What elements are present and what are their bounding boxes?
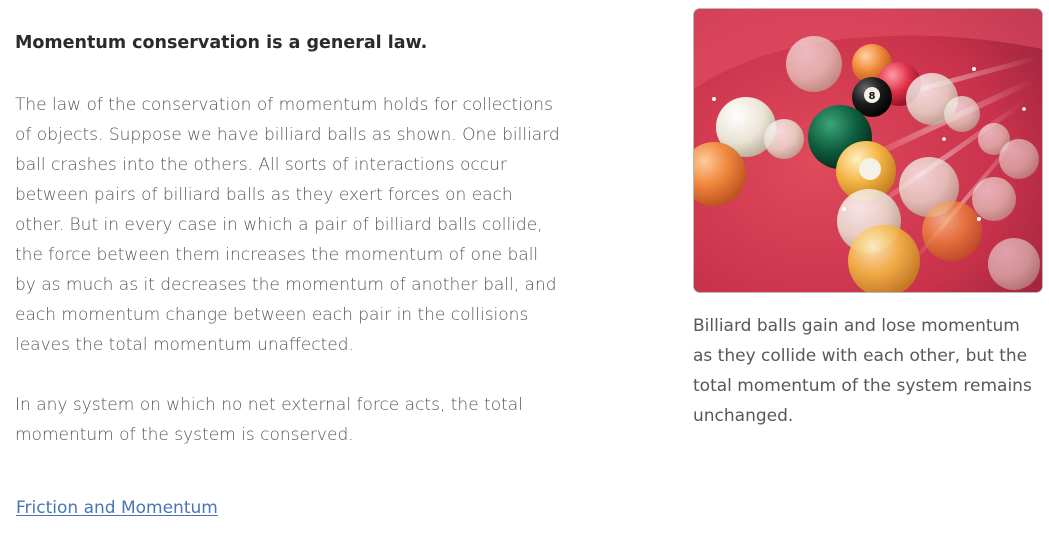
front-ball-5 xyxy=(972,177,1016,221)
article-body xyxy=(15,28,560,450)
ball-blur-1 xyxy=(786,36,842,92)
ball-blur-5 xyxy=(999,139,1039,179)
figure-caption: Billiard balls gain and lose momentum as they collide with each other, but the total momentum of the system remains unchanged. xyxy=(693,316,1032,426)
paragraph-momentum-collections: The law of the conservation of momentum holds for collections of objects. Suppose we have billiard balls as shown. One billiard ball crashes into the others. All sorts of interactions occur between pairs of billiard balls as they exert forces on each other. But in every case in which a pair of billiard balls collide, the force between them increases the momentum of one ball by as much as it decreases the momentum of another ball, and each momentum change between each pair in the collisions leaves the total momentum unaffected. xyxy=(15,95,560,355)
billiard-figure xyxy=(693,8,1043,431)
eight-ball-number: 8 xyxy=(868,91,876,102)
front-ball-4 xyxy=(922,201,982,261)
yellow-ball-dot xyxy=(859,158,881,180)
paragraph-conservation-statement: In any system on which no net external force acts, the total momentum of the system is conserved. xyxy=(15,395,523,445)
ball-blur-3 xyxy=(944,96,980,132)
billiard-illustration xyxy=(694,9,1042,292)
friction-and-momentum-link[interactable]: Friction and Momentum xyxy=(16,498,218,518)
billiard-balls-image xyxy=(693,8,1043,293)
section-heading: Momentum conservation is a general law. xyxy=(15,33,428,53)
front-ball-6 xyxy=(988,238,1040,290)
cue-ball-small xyxy=(764,119,804,159)
